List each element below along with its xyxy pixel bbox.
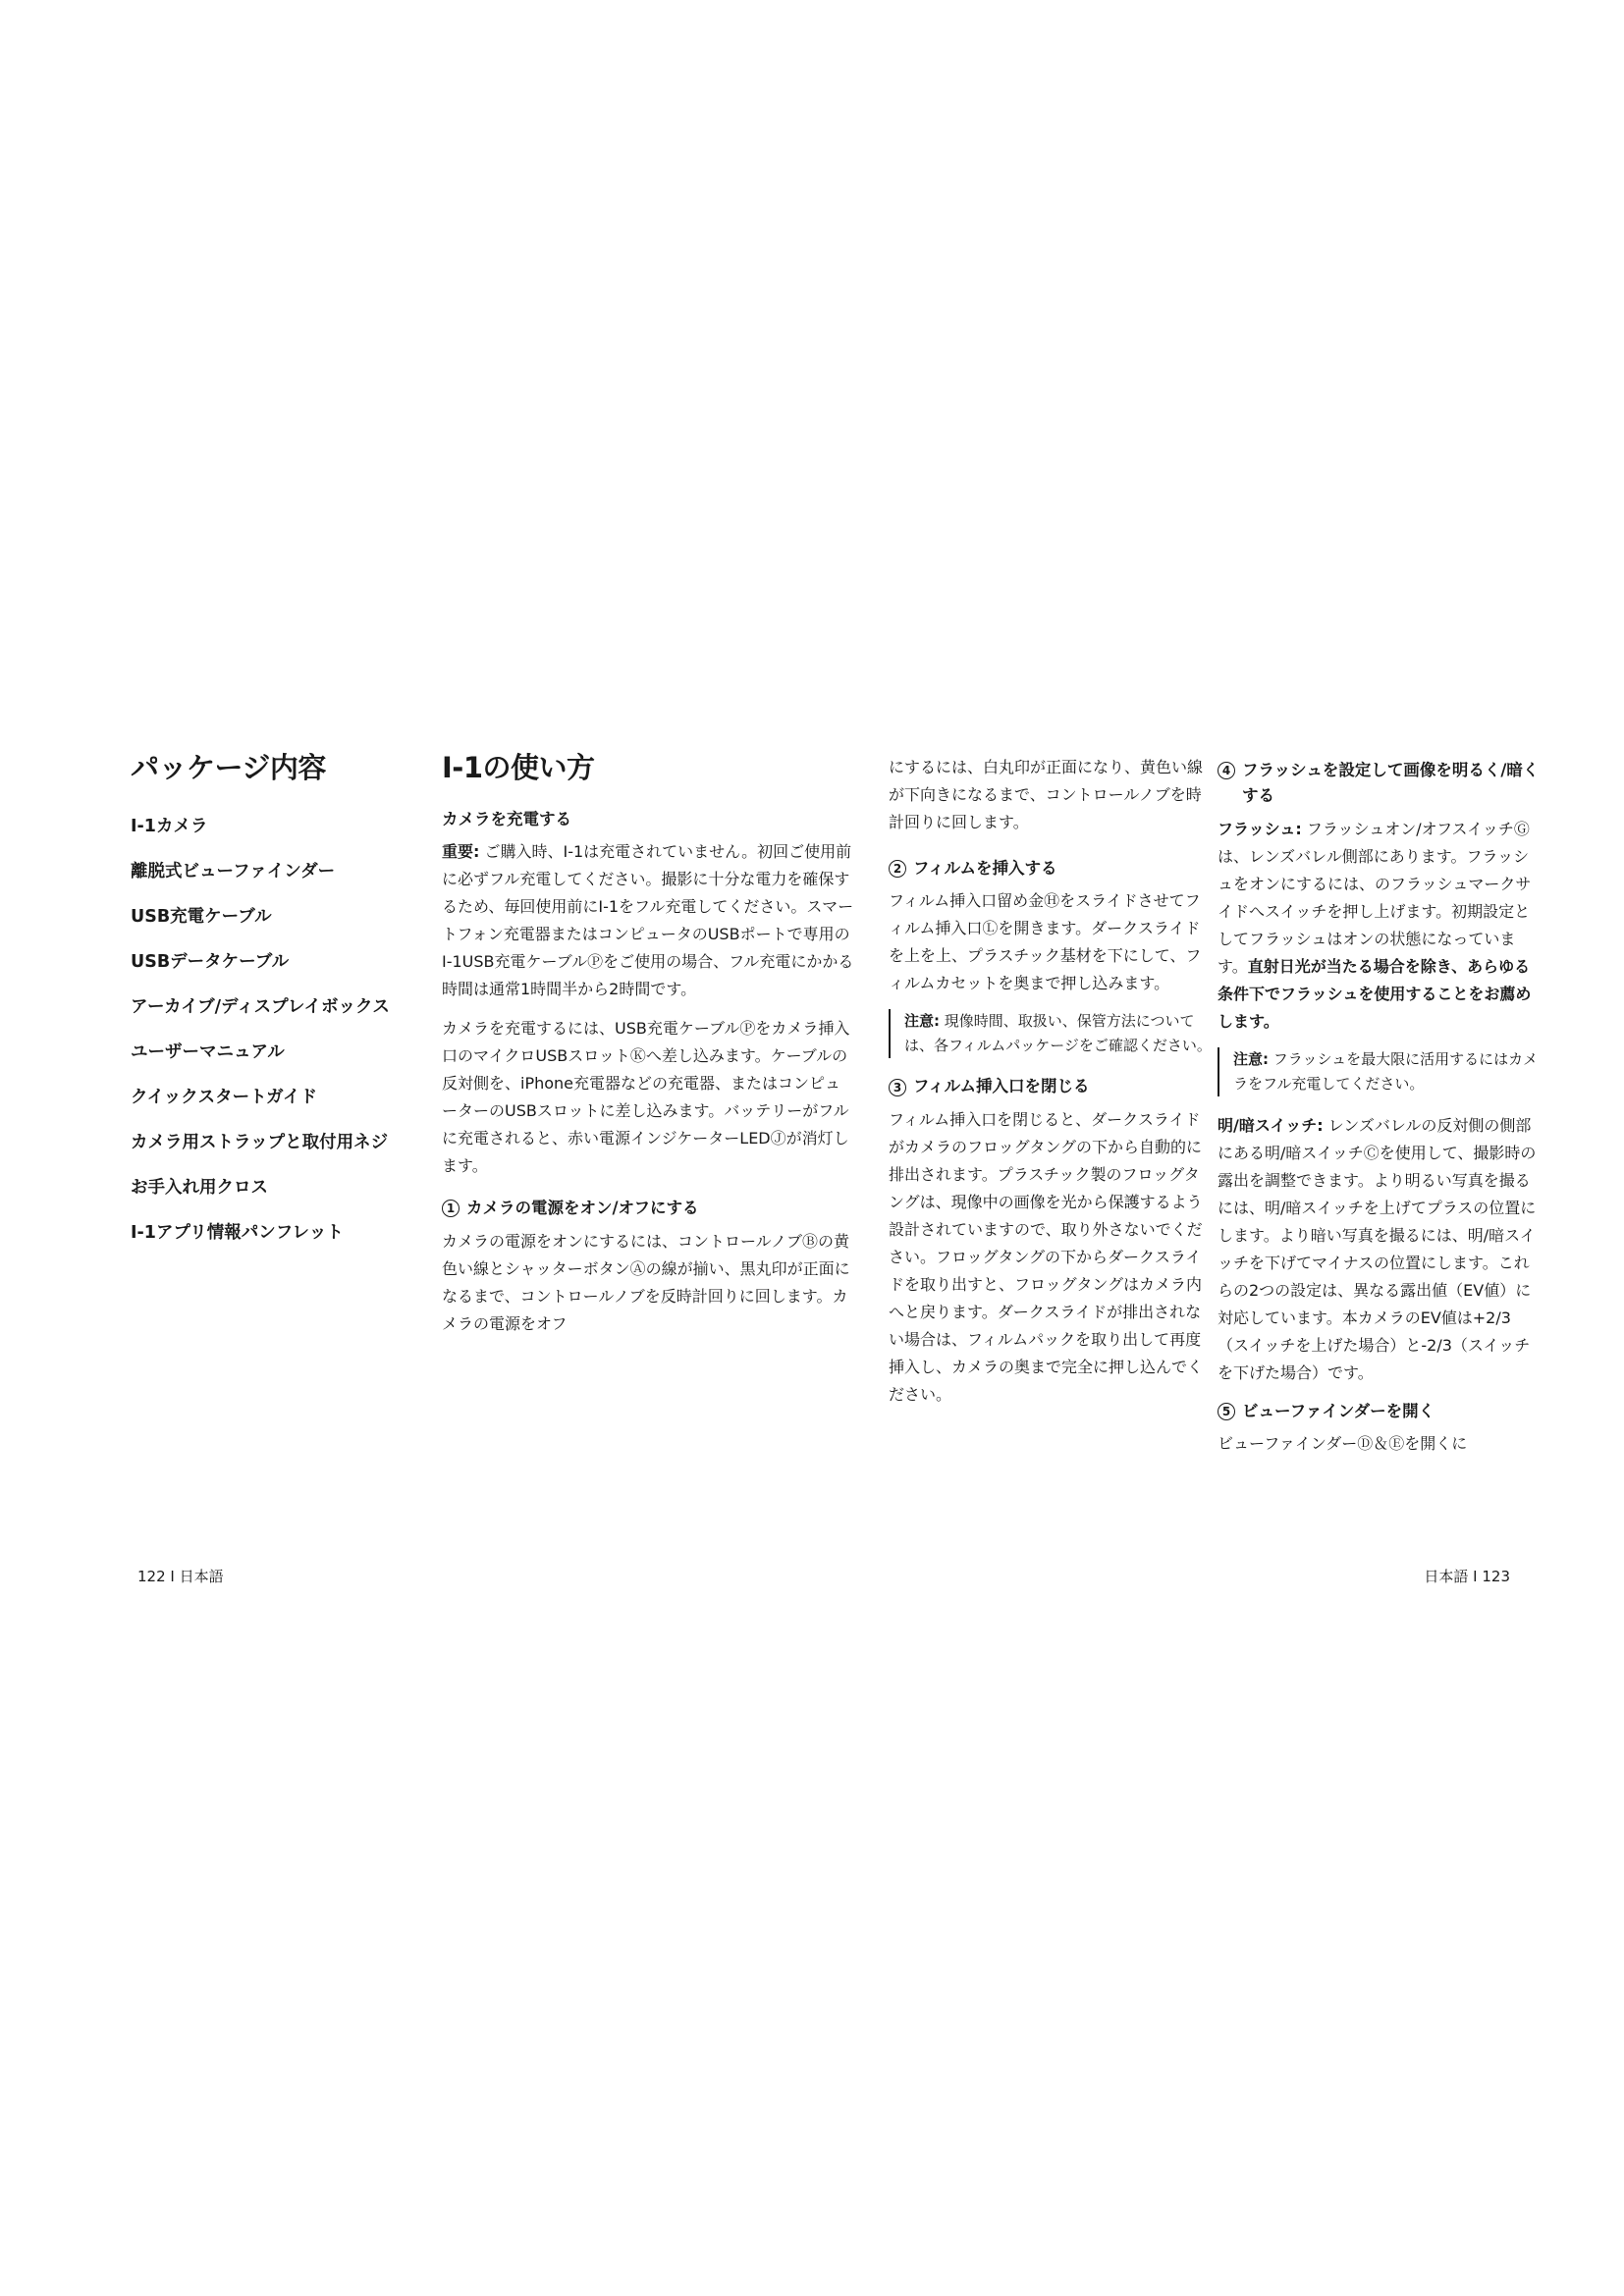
- step2-heading-text: フィルムを挿入する: [913, 859, 1057, 878]
- list-item: カメラ用ストラップと取付用ネジ: [131, 1132, 389, 1152]
- list-item: USB充電ケーブル: [131, 906, 272, 927]
- important-paragraph: [442, 838, 854, 1003]
- how-to-use-column: [442, 751, 854, 1350]
- step-number-badge: 4: [1218, 762, 1235, 779]
- flash-recommendation: 直射日光が当たる場合を除き、あらゆる条件下でフラッシュを使用することをお薦めします。: [1218, 956, 1532, 1031]
- film-column: [889, 754, 1213, 1420]
- step2-paragraph: フィルム挿入口留め金Ⓗをスライドさせてフィルム挿入口Ⓛを開きます。ダークスライドを上を上、プラスチック基材を下にして、フィルムカセットを奥まで押し込みます。: [889, 891, 1202, 993]
- how-to-use-title: I-1の使い方: [442, 751, 595, 784]
- power-off-continued: にするには、白丸印が正面になり、黄色い線が下向きになるまで、コントロールノブを時計回りに回します。: [889, 758, 1204, 831]
- switch-label: 明/暗スイッチ:: [1218, 1115, 1324, 1135]
- list-item: お手入れ用クロス: [131, 1177, 268, 1198]
- step3-paragraph: フィルム挿入口を閉じると、ダークスライドがカメラのフロッグタングの下から自動的に排出されます。プラスチック製のフロッグタングは、現像中の画像を光から保護するよう設計されていますので、取り外さないでください。フロッグタングの下からダークスライドを取り出すと、フロッグタングはカメラ内へと戻ります。ダークスライドが排出されない場合は、フィルムパックを取り出して再度挿入し、カメラの奥まで完全に押し込んでください。: [889, 1109, 1204, 1404]
- step-number-badge: 3: [889, 1079, 906, 1096]
- step-number-badge: 1: [442, 1200, 460, 1217]
- note-label: 注意:: [1233, 1049, 1269, 1068]
- step5-heading-text: ビューファインダーを開く: [1242, 1401, 1435, 1420]
- page-number-right: 日本語 I 123: [1424, 1568, 1510, 1585]
- note-text: フラッシュを最大限に活用するにはカメラをフル充電してください。: [1233, 1049, 1539, 1093]
- package-contents-column: [131, 751, 415, 1268]
- step1-heading-text: カメラの電源をオン/オフにする: [466, 1199, 699, 1218]
- step-number-badge: 5: [1218, 1403, 1235, 1420]
- note-label: 注意:: [904, 1012, 940, 1031]
- flash-label: フラッシュ:: [1218, 819, 1302, 838]
- flash-note: [1218, 1047, 1542, 1096]
- flash-column: [1218, 758, 1542, 1469]
- list-item: I-1アプリ情報パンフレット: [131, 1222, 344, 1243]
- step5-paragraph: ビューファインダーⒹ＆Ⓔを開くに: [1218, 1434, 1468, 1454]
- list-item: I-1カメラ: [131, 816, 208, 836]
- step4-heading: [1218, 758, 1542, 810]
- step4-heading-text: フラッシュを設定して画像を明るく/暗くする: [1242, 761, 1540, 806]
- step3-heading-text: フィルム挿入口を閉じる: [913, 1077, 1090, 1096]
- package-contents-list: [131, 817, 415, 1268]
- charge-paragraph: カメラを充電するには、USB充電ケーブルⓅをカメラ挿入口のマイクロUSBスロットⓀへ差し込みます。ケーブルの反対側を、iPhone充電器などの充電器、またはコンピューターのUSBスロットに差し込みます。バッテリーがフルに充電されると、赤い電源インジケーターLEDⒿが消灯します。: [442, 1019, 850, 1176]
- film-note: [889, 1009, 1213, 1058]
- note-text: 現像時間、取扱い、保管方法については、各フィルムパッケージをご確認ください。: [904, 1012, 1212, 1055]
- step5-heading: [1218, 1399, 1542, 1424]
- package-contents-title: パッケージ内容: [131, 751, 326, 784]
- important-label: 重要:: [442, 842, 480, 862]
- switch-text: レンズバレルの反対側の側部にある明/暗スイッチⒸを使用して、撮影時の露出を調整できます。より明るい写真を撮るには、明/暗スイッチを上げてプラスの位置にします。より暗い写真を撮るには、明/暗スイッチを下げてマイナスの位置にします。これらの2つの設定は、異なる露出値（EV値）に対応しています。本カメラのEV値は+2/3（スイッチを上げた場合）と-2/3（スイッチを下げた場合）です。: [1218, 1115, 1537, 1382]
- step1-paragraph: カメラの電源をオンにするには、コントロールノブⒷの黄色い線とシャッターボタンⒶの線が揃い、黒丸印が正面になるまで、コントロールノブを反時計回りに回します。カメラの電源をオフ: [442, 1231, 850, 1333]
- brightness-switch-paragraph: [1218, 1112, 1542, 1387]
- list-item: 離脱式ビューファインダー: [131, 861, 336, 881]
- important-text: ご購入時、I-1は充電されていません。初回ご使用前に必ずフル充電してください。撮影に十分な電力を確保するため、毎回使用前にI-1をフル充電してください。スマートフォン充電器またはコンピュータのUSBポートで専用のI-1USB充電ケーブルⓅをご使用の場合、フル充電にかかる時間は通常1時間半から2時間です。: [442, 842, 854, 999]
- charge-heading-text: カメラを充電する: [442, 809, 571, 828]
- list-item: USBデータケーブル: [131, 951, 290, 972]
- flash-text: フラッシュオン/オフスイッチⒼは、レンズバレル側部にあります。フラッシュをオンにするには、のフラッシュマークサイドへスイッチを押し上げます。初期設定としてフラッシュはオンの状態になっています。: [1218, 819, 1532, 976]
- page-number-left: 122 I 日本語: [137, 1568, 224, 1585]
- step1-heading: [442, 1196, 854, 1221]
- flash-paragraph: [1218, 816, 1542, 1036]
- step3-heading: [889, 1074, 1213, 1099]
- step2-heading: [889, 856, 1213, 881]
- step-number-badge: 2: [889, 860, 906, 878]
- list-item: ユーザーマニュアル: [131, 1041, 285, 1062]
- charge-heading: [442, 807, 854, 832]
- list-item: クイックスタートガイド: [131, 1087, 318, 1107]
- list-item: アーカイブ/ディスプレイボックス: [131, 996, 390, 1017]
